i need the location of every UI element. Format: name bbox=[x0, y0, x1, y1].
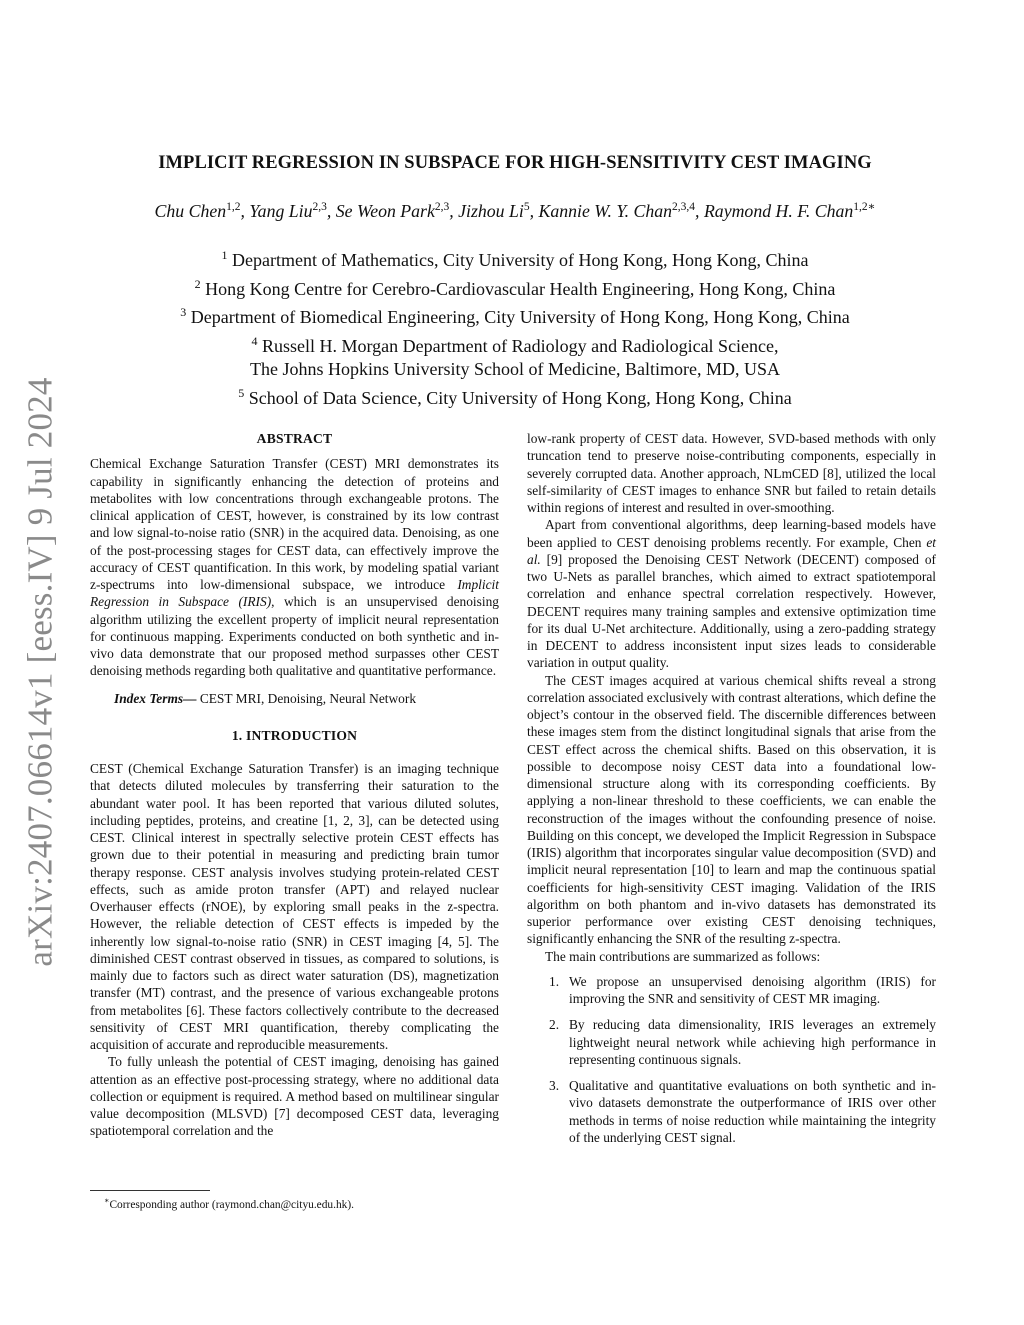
affiliation-line bbox=[90, 273, 940, 302]
intro-paragraph-5: The main contributions are summarized as follows: bbox=[545, 948, 821, 964]
abstract-text-part: Chemical Exchange Saturation Transfer (CEST) MRI demonstrates its capability in significantly enhancing the detection of proteins and metabolites with low concentrations through exchangeable protons. The clinical application of CEST, however, is constrained by its low contrast and low signal-to-noise ratio (SNR) in the acquired data. Denoising, as one of the post-processing stages for CEST data, can effectively improve the accuracy of CEST quantification. In this work, by modeling spatial variant z-spectrums into low-dimensional subspace, we introduce bbox=[90, 456, 499, 592]
author-name: Kannie W. Y. Chan bbox=[538, 200, 673, 221]
author-separator: , bbox=[449, 200, 459, 221]
method-name: Implicit Regression in Subspace (IRIS) bbox=[90, 577, 499, 610]
affiliation-line bbox=[90, 330, 940, 359]
introduction-heading: 1. INTRODUCTION bbox=[231, 727, 358, 743]
affiliation-marker: 3 bbox=[180, 305, 187, 320]
affiliation-list bbox=[90, 244, 940, 411]
author-separator: , bbox=[695, 200, 704, 221]
affiliation-text: Department of Biomedical Engineering, City University of Hong Kong, Hong Kong, China bbox=[190, 307, 850, 328]
intro-paragraph-2-continued: low-rank property of CEST data. However, SVD-based methods with only truncation tend to preserve noise-contributing components, especially in severely corrupted data. Another approach, NLmCED [8], utilized the local self-similarity of CEST images to enhance SNR but failed to retain details within regions of interest and resulted in over-smoothing. bbox=[527, 431, 936, 515]
affiliation-text: Hong Kong Centre for Cerebro-Cardiovascular Health Engineering, Hong Kong, China bbox=[205, 278, 836, 299]
index-terms-label: Index Terms— bbox=[114, 690, 197, 706]
list-item-text: By reducing data dimensionality, IRIS leverages an extremely lightweight neural network while achieving high performance in representing continuous signals. bbox=[569, 1017, 936, 1067]
intro-paragraph-3-part: [9] proposed the Denoising CEST Network (DECENT) composed of two U-Nets as parallel branches, which aimed to extract spatiotemporal correlation and enhance spectral correlation respectively. However, DECENT requires many training samples and extensive optimization time for its dual U-Net architecture. Additionally, using a zero-padding strategy in DECENT to address inconsistent input sizes leads to considerable variation in output quality. bbox=[527, 551, 936, 671]
arxiv-identifier: arXiv:2407.06614v1 [eess.IV] 9 Jul 2024 bbox=[21, 377, 60, 967]
abstract-text-part: , which is an unsupervised denoising algorithm utilizing the excellent property of implicit neural representation for continuous mapping. Experiments conducted on both synthetic and in-vivo data demonstrate that our proposed method surpasses other CEST denoising methods regarding both qualitative and quantitative performance. bbox=[90, 594, 499, 679]
author-affiliation-marker: 5 bbox=[523, 201, 530, 213]
list-item-number: 1. bbox=[549, 973, 560, 989]
author-name: Se Weon Park bbox=[335, 200, 435, 221]
intro-paragraph-4: The CEST images acquired at various chemical shifts reveal a strong correlation associated exclusively with contrast alterations, which define the object’s contour in the observed field. The discernible differences between these images stem from the distinct longitudinal signals that arise from the CEST effect across the chemical shifts. Based on this observation, it is possible to decompose noisy CEST data into a foundational low-dimensional structure along with its corresponding coefficients. By applying a non-linear threshold to these coefficients, we can enable the reconstruction of the images without the confounding presence of noise. Building on this concept, we developed the Implicit Regression in Subspace (IRIS) algorithm that incorporates singular value decomposition (SVD) and implicit neural representation [10] to learn and map the continuous spatial coefficients for high-sensitivity CEST imaging. Validation of the IRIS algorithm on both phantom and in-vivo datasets has demonstrated its superior performance over existing CEST denoising techniques, significantly enhancing the SNR of the resulting z-spectra. bbox=[527, 672, 936, 947]
index-terms bbox=[90, 690, 499, 707]
intro-paragraph-2: To fully unleash the potential of CEST imaging, denoising has gained attention as an effective post-processing strategy, where no additional data collection or equipment is required. A method based on multilinear singular value decomposition (MLSVD) [7] decomposed CEST data, leveraging spatiotemporal correlation and the bbox=[90, 1054, 499, 1139]
author-name: Yang Liu bbox=[249, 200, 313, 221]
left-column bbox=[90, 430, 499, 1140]
footnote-divider bbox=[90, 1190, 210, 1191]
author-separator: , bbox=[240, 200, 250, 221]
author-separator: , bbox=[529, 200, 539, 221]
affiliation-line bbox=[90, 301, 940, 330]
arxiv-side-stamp bbox=[4, 372, 78, 972]
intro-paragraph-3 bbox=[527, 516, 936, 671]
footnote-text: Corresponding author (raymond.chan@cityu.edu.hk). bbox=[109, 1198, 355, 1211]
list-item bbox=[527, 1016, 936, 1068]
author-separator: , bbox=[326, 200, 336, 221]
paper-title: IMPLICIT REGRESSION IN SUBSPACE FOR HIGH-SENSITIVITY CEST IMAGING bbox=[158, 153, 872, 173]
list-item-text: We propose an unsupervised denoising algorithm (IRIS) for improving the SNR and sensitivity of CEST MR imaging. bbox=[569, 973, 936, 1006]
affiliation-marker: 2 bbox=[194, 276, 201, 291]
author bbox=[538, 201, 703, 221]
author-name: Jizhou Li bbox=[458, 200, 524, 221]
affiliation-text: Department of Mathematics, City University of Hong Kong, Hong Kong, China bbox=[232, 250, 809, 270]
author-affiliation-marker: 2,3 bbox=[312, 201, 327, 213]
affiliation-line bbox=[90, 244, 940, 273]
affiliation-text: School of Data Science, City University of Hong Kong, Hong Kong, China bbox=[248, 387, 792, 408]
index-terms-text: CEST MRI, Denoising, Neural Network bbox=[196, 690, 417, 706]
author bbox=[155, 201, 250, 221]
abstract-heading: ABSTRACT bbox=[256, 431, 333, 446]
affiliation-marker: 4 bbox=[251, 333, 258, 348]
intro-paragraph-1: CEST (Chemical Exchange Saturation Transfer) is an imaging technique that detects diluted molecules by transferring their saturation to the abundant water pool. It has been reported that various diluted solutes, including peptides, proteins, and creatine [1, 2, 3], can be detected using CEST. Clinical interest in spectrally selective protein CEST effects has grown due to their potential in measuring and predicting brain tumor therapy response. CEST analysis involves studying protein-related CEST effects, such as amide proton transfer (APT) and relayed nuclear Overhauser effects (rNOE), by exploring small peaks in the z-spectra. However, the reliable detection of CEST effects is impeded by the inherently low signal-to-noise ratio (SNR) in CEST imaging [4, 5]. The diminished CEST contrast observed in tissues, as compared to solutions, is mainly due to factors such as direct water saturation (DS), magnetization transfer (MT) contrast, and the presence of various exchangeable protons from metabolites [6]. These factors collectively contribute to the decreased sensitivity of CEST MRI quantification, thereby complicating the acquisition of accurate and reproducible measurements. bbox=[90, 761, 499, 1052]
contributions-list bbox=[527, 973, 936, 1146]
author-affiliation-marker: 2,3 bbox=[434, 201, 450, 213]
author-list bbox=[60, 199, 970, 222]
author bbox=[249, 201, 335, 221]
affiliation-line bbox=[90, 358, 940, 382]
intro-paragraph-3-part: Apart from conventional algorithms, deep learning-based models have been applied to CEST denoising problems recently. For example, Chen bbox=[527, 517, 936, 550]
footnote-marker: ∗ bbox=[104, 1196, 110, 1205]
author bbox=[336, 201, 458, 221]
list-item bbox=[527, 973, 936, 1008]
list-item bbox=[527, 1077, 936, 1146]
author bbox=[458, 201, 538, 221]
affiliation-marker: 5 bbox=[238, 385, 245, 400]
author-affiliation-marker: 1,2∗ bbox=[853, 201, 876, 213]
abstract-text bbox=[90, 455, 499, 679]
affiliation-text: The Johns Hopkins University School of Medicine, Baltimore, MD, USA bbox=[250, 359, 780, 380]
affiliation-line bbox=[90, 382, 940, 411]
author-affiliation-marker: 1,2 bbox=[226, 201, 241, 213]
list-item-text: Qualitative and quantitative evaluations on both synthetic and in-vivo datasets demonstrate the outperformance of IRIS over other methods in terms of noise reduction while maintaining the integrity of the underlying CEST signal. bbox=[569, 1078, 936, 1145]
citation-et-al: et al. bbox=[527, 534, 936, 567]
list-item-number: 2. bbox=[549, 1017, 560, 1033]
author-affiliation-marker: 2,3,4 bbox=[672, 201, 696, 213]
right-column bbox=[527, 430, 936, 1155]
affiliation-marker: 1 bbox=[221, 248, 228, 262]
author-name: Chu Chen bbox=[154, 200, 227, 221]
affiliation-text: Russell H. Morgan Department of Radiology and Radiological Science, bbox=[261, 335, 779, 356]
list-item-number: 3. bbox=[549, 1078, 560, 1093]
footnote bbox=[104, 1196, 354, 1211]
author bbox=[704, 201, 876, 221]
author-name: Raymond H. F. Chan bbox=[703, 200, 854, 221]
